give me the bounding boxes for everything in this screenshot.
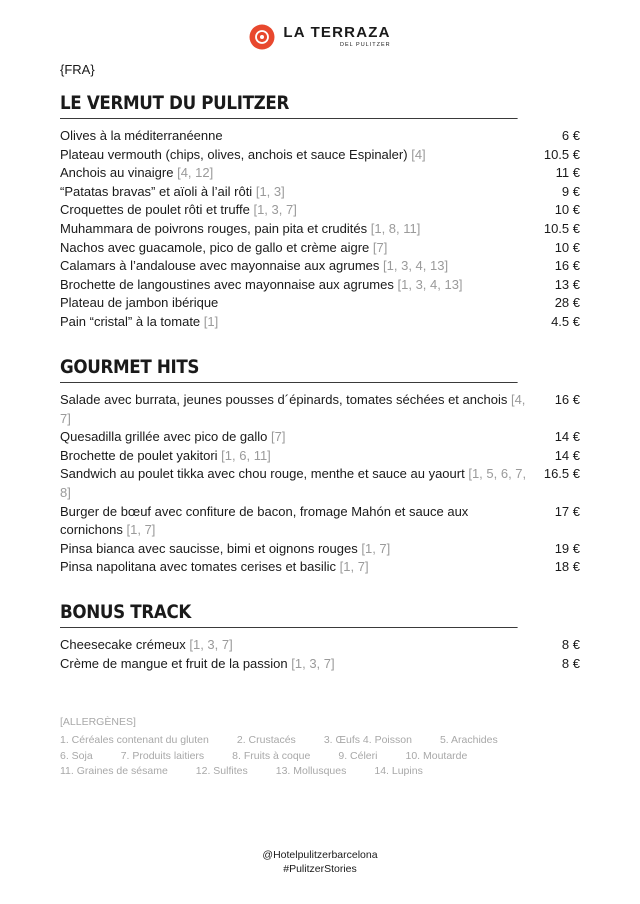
item-price: 16 € — [554, 258, 580, 274]
item-price: 13 € — [554, 276, 580, 292]
item-name: Brochette de langoustines avec mayonnaise aux agrumes — [60, 276, 394, 292]
item-name: Cheesecake crémeux — [60, 637, 186, 652]
item-price: 4.5 € — [551, 313, 580, 329]
brand-name: LA TERRAZA — [283, 24, 391, 42]
allergen-entry: 9. Céleri — [338, 749, 378, 762]
allergen-entry: 11. Graines de sésame — [60, 765, 168, 777]
item-price: 19 € — [554, 540, 580, 556]
item-allergens: [1, 3, 7] — [291, 655, 335, 671]
allergen-entry: 3. Œufs 4. Poisson — [323, 734, 412, 746]
allergen-legend-row — [60, 764, 580, 780]
menu-item — [60, 313, 580, 332]
menu-item — [60, 558, 580, 577]
item-allergens: [1, 7] — [361, 540, 391, 556]
section-gourmet-hits — [60, 356, 580, 577]
item-name: Nachos avec guacamole, pico de gallo et crème aigre — [60, 239, 370, 255]
item-price: 11 € — [555, 165, 580, 181]
section-title: GOURMET HITS — [60, 356, 518, 383]
item-name: “Patatas bravas” et aïoli à l’ail rôti — [60, 183, 253, 199]
item-price: 16.5 € — [543, 466, 580, 482]
item-name: Anchois au vinaigre — [60, 165, 174, 181]
menu-item — [60, 201, 580, 220]
menu-item — [60, 164, 580, 183]
menu-item — [60, 220, 580, 239]
menu-item — [60, 276, 580, 295]
allergen-entry: 13. Mollusques — [275, 765, 347, 777]
section-title: LE VERMUT DU PULITZER — [60, 92, 518, 119]
item-price: 17 € — [554, 503, 580, 519]
item-allergens: [1] — [203, 313, 219, 329]
menu-item — [60, 391, 580, 428]
allergen-entry: 12. Sulfites — [195, 765, 248, 777]
menu-item — [60, 294, 580, 313]
item-price: 18 € — [554, 559, 580, 575]
logo — [249, 24, 390, 50]
menu-list — [60, 391, 580, 577]
menu-item — [60, 127, 580, 146]
item-name: Croquettes de poulet rôti et truffe — [60, 202, 250, 218]
item-allergens: [7] — [372, 239, 388, 255]
section-title: BONUS TRACK — [60, 601, 518, 628]
menu-item — [60, 239, 580, 258]
item-price: 10.5 € — [543, 220, 580, 236]
menu-item — [60, 636, 580, 655]
allergen-entry: 5. Arachides — [439, 734, 498, 746]
allergen-entry: 14. Lupins — [374, 765, 423, 777]
item-allergens: [1, 3, 7] — [189, 637, 233, 652]
item-name: Plateau de jambon ibérique — [60, 295, 219, 311]
allergen-entry: 8. Fruits à coque — [232, 749, 311, 762]
item-allergens: [4, 12] — [177, 165, 214, 181]
item-allergens: [4] — [411, 146, 426, 162]
item-name: Pinsa bianca avec saucisse, bimi et oignons rouges — [60, 540, 358, 556]
allergen-legend — [60, 716, 580, 780]
menu-list — [60, 127, 580, 332]
item-allergens: [1, 8, 11] — [370, 220, 421, 236]
allergen-entry: 1. Céréales contenant du gluten — [60, 734, 209, 746]
menu-item — [60, 146, 580, 165]
footer — [0, 848, 640, 876]
brand-subtitle: DEL PULITZER — [340, 42, 391, 49]
item-price: 14 € — [554, 429, 580, 445]
section-bonus-track — [60, 601, 580, 673]
item-price: 16 € — [554, 392, 580, 407]
item-name: Crème de mangue et fruit de la passion — [60, 655, 288, 671]
item-name: Pain “cristal” à la tomate — [60, 313, 201, 329]
item-allergens: [1, 7] — [126, 522, 156, 538]
social-handle: @Hotelpulitzerbarcelona — [262, 849, 378, 861]
item-allergens: [1, 5, 6, 7, 8] — [60, 466, 527, 500]
hashtag: #PulitzerStories — [283, 863, 357, 875]
language-tag: {FRA} — [60, 62, 95, 77]
item-price: 14 € — [554, 447, 580, 463]
item-price: 6 € — [561, 128, 580, 143]
menu-item — [60, 183, 580, 202]
item-price: 28 € — [554, 295, 580, 311]
item-price: 9 € — [561, 183, 580, 199]
item-price: 10 € — [554, 202, 580, 218]
section-vermut — [60, 92, 580, 332]
item-name: Pinsa napolitana avec tomates cerises et basilic — [60, 559, 337, 575]
item-allergens: [1, 3, 7] — [253, 202, 297, 218]
item-price: 10.5 € — [543, 146, 580, 162]
allergen-legend-row — [60, 733, 580, 749]
item-price: 10 € — [554, 239, 580, 255]
menu-list — [60, 636, 580, 673]
item-allergens: [1, 3, 4, 13] — [397, 276, 463, 292]
header — [0, 24, 640, 50]
item-price: 8 € — [561, 637, 580, 652]
allergen-legend-title: [ALLERGÈNES] — [60, 716, 136, 728]
item-allergens: [7] — [271, 429, 286, 445]
allergen-legend-row — [60, 749, 580, 765]
item-price: 8 € — [561, 655, 580, 671]
item-allergens: [1, 7] — [339, 559, 369, 575]
allergen-entry: 10. Moutarde — [405, 749, 468, 762]
item-name: Brochette de poulet yakitori — [60, 447, 218, 463]
item-name: Sandwich au poulet tikka avec chou rouge, menthe et sauce au yaourt — [60, 466, 465, 482]
allergen-entry: 6. Soja — [60, 749, 93, 762]
item-allergens: [1, 6, 11] — [221, 447, 271, 463]
item-name: Muhammara de poivrons rouges, pain pita et crudités — [60, 220, 368, 236]
item-name: Olives à la méditerranéenne — [60, 128, 223, 143]
menu-item — [60, 428, 580, 447]
item-allergens: [1, 3, 4, 13] — [383, 258, 449, 274]
item-name: Salade avec burrata, jeunes pousses d´épinards, tomates séchées et anchois — [60, 392, 508, 407]
menu-item — [60, 655, 580, 674]
menu-item — [60, 465, 580, 502]
menu-item — [60, 540, 580, 559]
menu-item — [60, 503, 580, 540]
item-name: Burger de bœuf avec confiture de bacon, fromage Mahón et sauce aux cornichons — [60, 503, 469, 538]
item-allergens: [1, 3] — [255, 183, 285, 199]
item-name: Plateau vermouth (chips, olives, anchois et sauce Espinaler) — [60, 146, 408, 162]
allergen-entry: 7. Produits laitiers — [120, 749, 205, 762]
menu-item — [60, 447, 580, 466]
menu-item — [60, 257, 580, 276]
item-name: Quesadilla grillée avec pico de gallo — [60, 429, 268, 445]
item-name: Calamars à l’andalouse avec mayonnaise aux agrumes — [60, 258, 380, 274]
allergen-entry: 2. Crustacés — [236, 734, 296, 746]
logo-record-icon — [249, 24, 275, 50]
item-allergens: [4, 7] — [60, 392, 526, 426]
